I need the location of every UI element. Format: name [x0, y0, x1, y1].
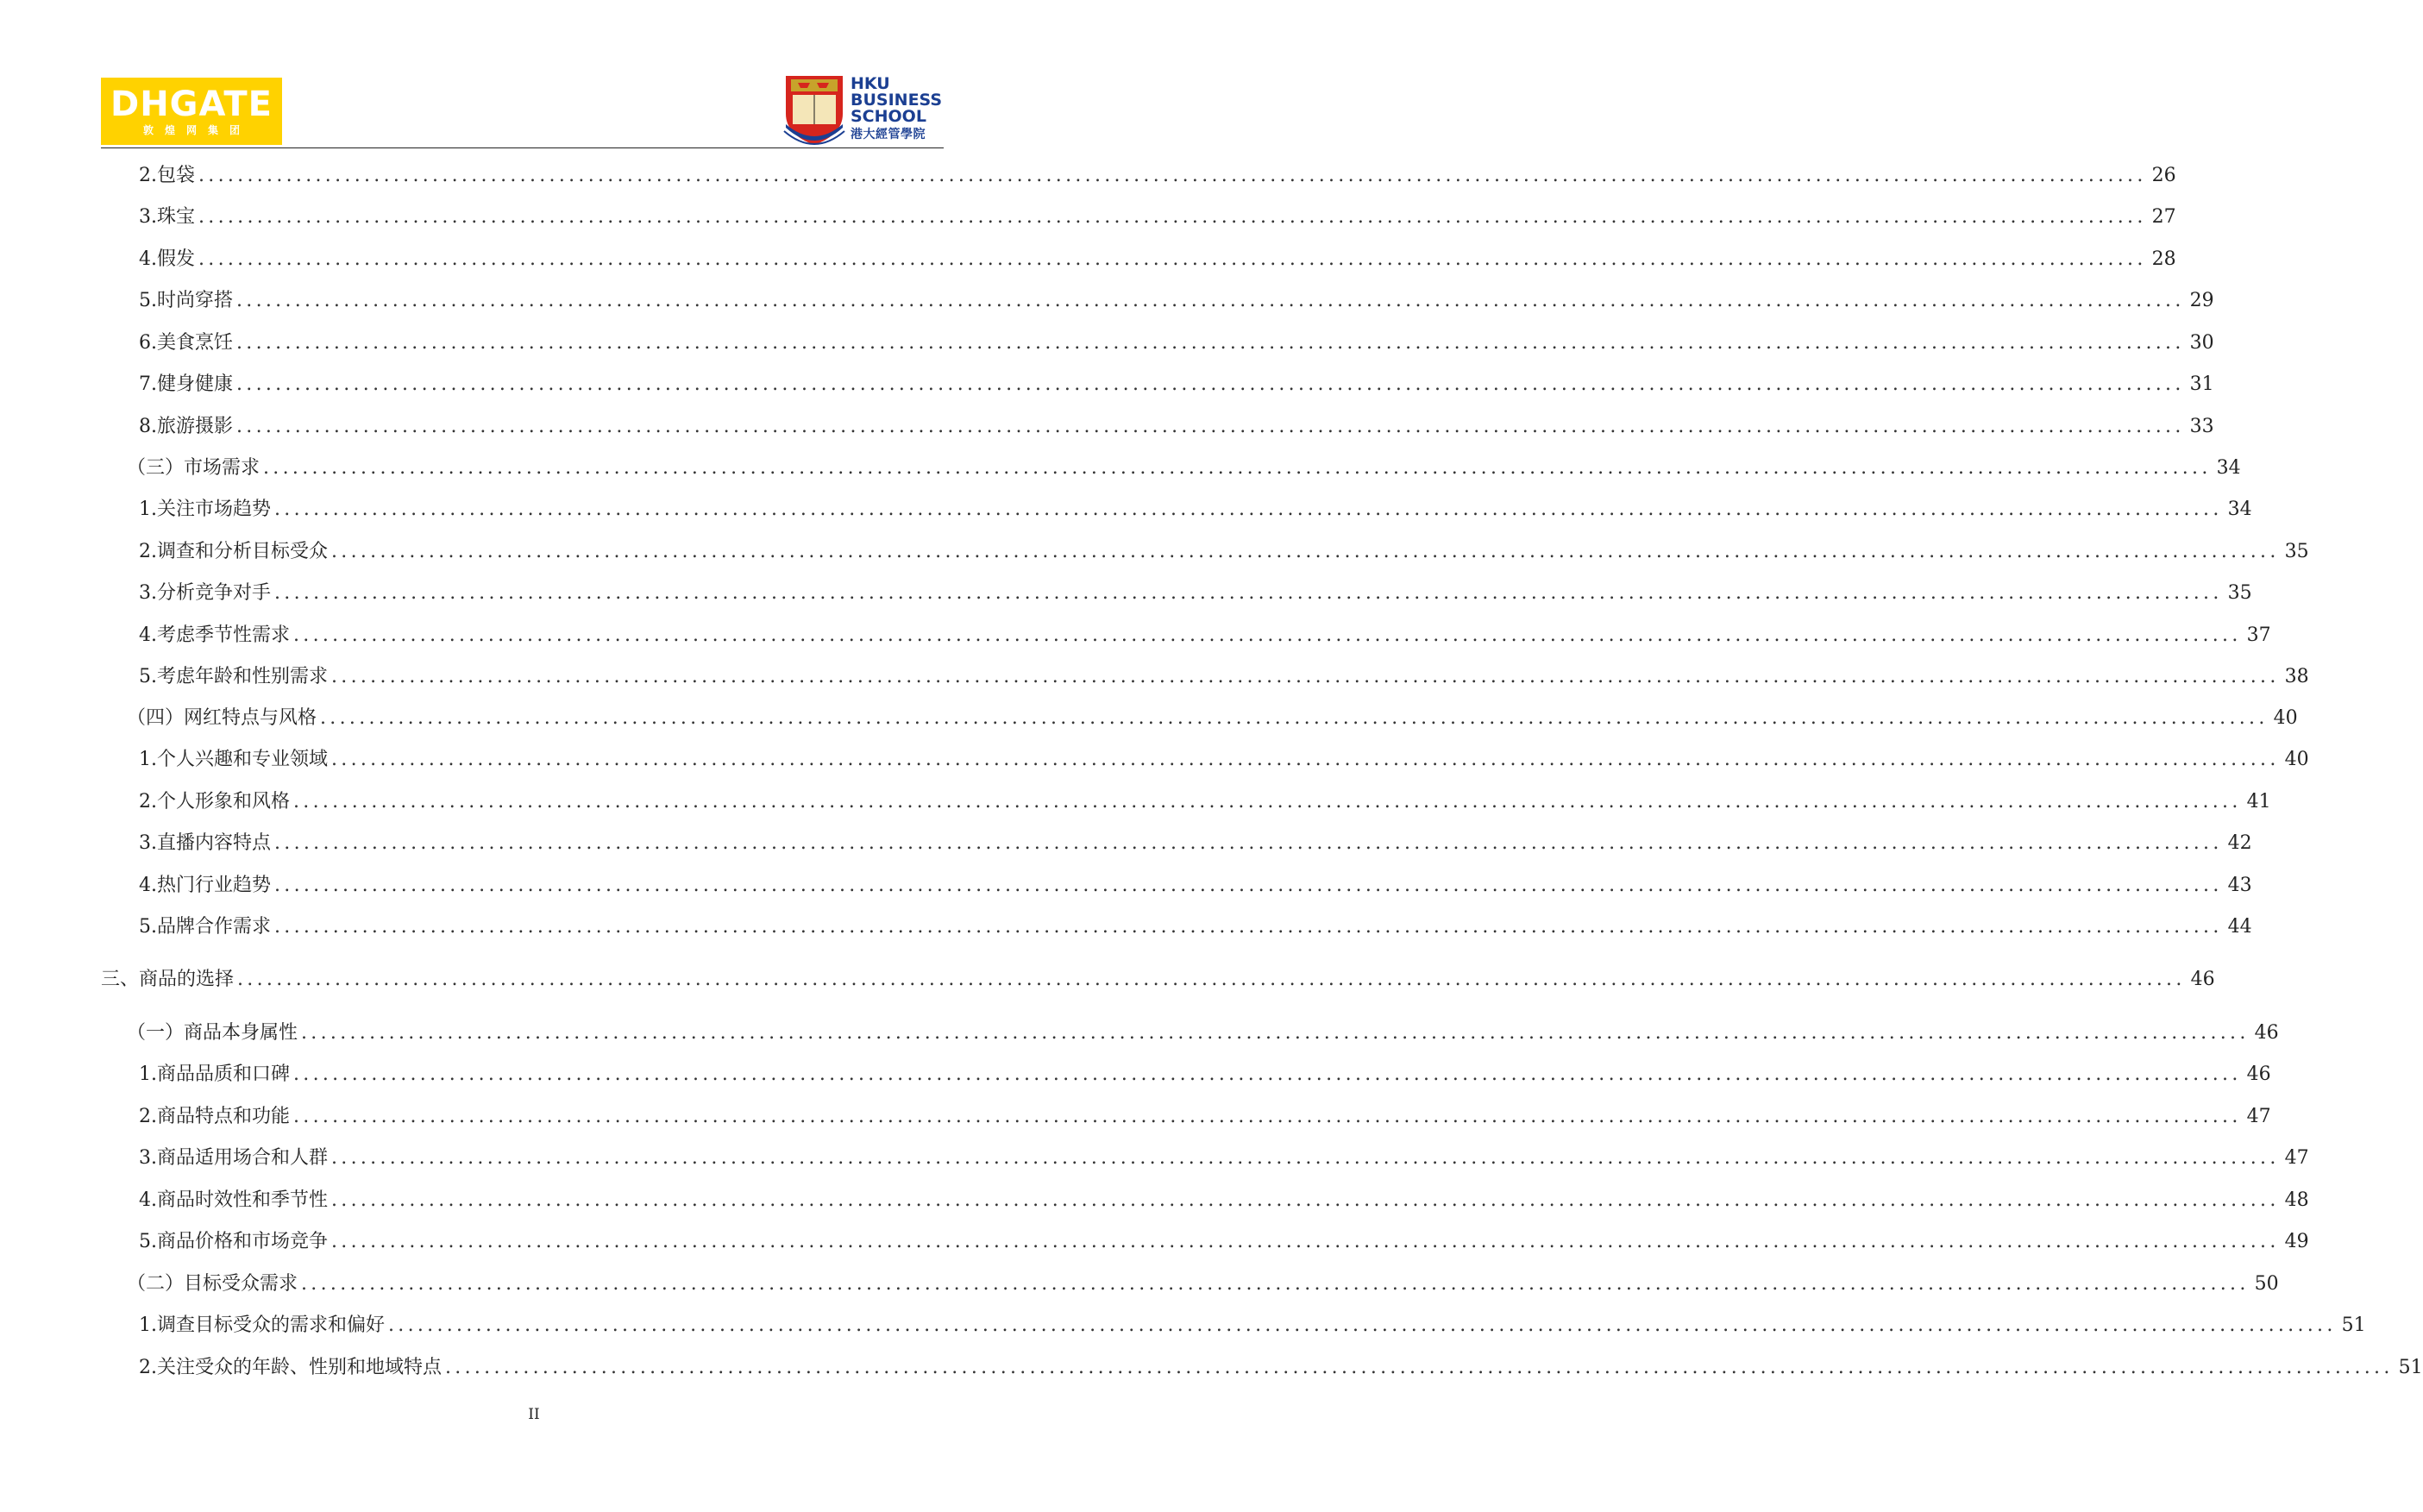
toc-dot-leader: ........................................................................................................................................................................................................ [274, 832, 2223, 854]
toc-entry[interactable] [139, 244, 2176, 272]
toc-entry[interactable] [139, 1227, 2309, 1254]
toc-entry-page: 30 [2189, 332, 2214, 354]
toc-entry-title: 4.热门行业趋势 [139, 875, 271, 896]
toc-entry[interactable] [139, 578, 2252, 605]
toc-dot-leader: ........................................................................................................................................................................................................ [274, 875, 2223, 896]
toc-entry-page: 47 [2284, 1147, 2309, 1169]
toc-entry-title: 3.珠宝 [139, 206, 195, 228]
toc-entry-page: 31 [2189, 373, 2214, 395]
toc-entry-title: 1.关注市场趋势 [139, 499, 271, 520]
toc-entry[interactable] [127, 453, 2241, 480]
toc-entry-title: 1.调查目标受众的需求和偏好 [139, 1314, 385, 1336]
toc-entry[interactable] [139, 411, 2214, 439]
toc-entry[interactable] [139, 828, 2252, 856]
toc-entry-page: 43 [2227, 875, 2252, 896]
toc-dot-leader: ........................................................................................................................................................................................................ [274, 499, 2223, 520]
toc-dot-leader: ........................................................................................................................................................................................................ [331, 749, 2280, 770]
page-number: II [528, 1406, 540, 1423]
toc-entry[interactable] [139, 285, 2214, 313]
toc-entry[interactable] [139, 1352, 2423, 1380]
hku-logo-line2: BUSINESS [851, 91, 943, 110]
toc-dot-leader: ........................................................................................................................................................................................................ [331, 666, 2280, 687]
toc-entry-page: 38 [2284, 666, 2309, 687]
toc-entry[interactable] [139, 202, 2176, 229]
toc-entry[interactable] [139, 912, 2252, 939]
toc-dot-leader: ........................................................................................................................................................................................................ [331, 1231, 2280, 1252]
toc-dot-leader: ........................................................................................................................................................................................................ [320, 707, 2269, 729]
toc-dot-leader: ........................................................................................................................................................................................................ [263, 457, 2212, 479]
toc-dot-leader: ........................................................................................................................................................................................................ [198, 206, 2147, 228]
toc-entry-title: 5.时尚穿搭 [139, 290, 233, 311]
toc-entry-title: 1.个人兴趣和专业领域 [139, 749, 328, 770]
toc-entry-page: 33 [2189, 416, 2214, 437]
toc-entry-title: 8.旅游摄影 [139, 416, 233, 437]
toc-entry-page: 48 [2284, 1189, 2309, 1211]
toc-dot-leader: ........................................................................................................................................................................................................ [293, 1063, 2242, 1085]
toc-entry-page: 34 [2216, 457, 2241, 479]
toc-dot-leader: ........................................................................................................................................................................................................ [301, 1022, 2250, 1044]
toc-entry-page: 35 [2227, 582, 2252, 604]
toc-entry-title: 3.直播内容特点 [139, 832, 271, 854]
toc-entry-page: 50 [2254, 1273, 2279, 1295]
toc-entry-page: 27 [2151, 206, 2176, 228]
toc-entry[interactable] [139, 870, 2252, 898]
toc-entry-page: 49 [2284, 1231, 2309, 1252]
toc-dot-leader: ........................................................................................................................................................................................................ [274, 582, 2223, 604]
hku-logo-line4: 港大經管學院 [851, 128, 926, 141]
toc-entry-title: 3.商品适用场合和人群 [139, 1147, 328, 1169]
toc-dot-leader: ........................................................................................................................................................................................................ [198, 165, 2147, 186]
toc-entry-title: 4.假发 [139, 248, 195, 270]
toc-dot-leader: ........................................................................................................................................................................................................ [331, 1189, 2280, 1211]
toc-entry[interactable] [139, 1143, 2309, 1170]
toc-entry-page: 44 [2227, 916, 2252, 938]
toc-entry-title: 3.分析竞争对手 [139, 582, 271, 604]
toc-entry-page: 35 [2284, 541, 2309, 562]
toc-entry-title: 三、商品的选择 [101, 969, 235, 990]
toc-entry-page: 40 [2273, 707, 2298, 729]
toc-dot-leader: ........................................................................................................................................................................................................ [301, 1273, 2250, 1295]
toc-entry-title: 4.商品时效性和季节性 [139, 1189, 328, 1211]
toc-entry[interactable] [127, 1018, 2279, 1045]
toc-entry-page: 29 [2189, 290, 2214, 311]
toc-entry-title: 5.考虑年龄和性别需求 [139, 666, 328, 687]
toc-entry[interactable] [127, 1269, 2279, 1296]
toc-entry-title: 2.商品特点和功能 [139, 1106, 290, 1127]
toc-dot-leader: ........................................................................................................................................................................................................ [388, 1314, 2337, 1336]
hku-business-school-logo [851, 76, 954, 144]
toc-entry-page: 46 [2254, 1022, 2279, 1044]
toc-dot-leader: ........................................................................................................................................................................................................ [198, 248, 2147, 270]
hku-logo-line1: HKU [851, 74, 890, 93]
toc-entry-title: 4.考虑季节性需求 [139, 624, 290, 646]
toc-entry-title: 6.美食烹饪 [139, 332, 233, 354]
toc-entry-page: 51 [2341, 1314, 2366, 1336]
toc-entry-page: 34 [2227, 499, 2252, 520]
toc-entry-title: （一）商品本身属性 [127, 1022, 298, 1044]
toc-entry[interactable] [139, 160, 2176, 188]
toc-dot-leader: ........................................................................................................................................................................................................ [331, 541, 2280, 562]
toc-entry-page: 26 [2151, 165, 2176, 186]
toc-entry-title: 7.健身健康 [139, 373, 233, 395]
toc-entry-page: 46 [2190, 969, 2215, 990]
toc-entry[interactable] [139, 744, 2309, 772]
dhgate-logo [101, 78, 282, 145]
toc-dot-leader: ........................................................................................................................................................................................................ [236, 290, 2185, 311]
dhgate-subtitle: 敦煌网集团 [142, 124, 251, 136]
toc-dot-leader: ........................................................................................................................................................................................................ [236, 332, 2185, 354]
toc-entry-page: 51 [2398, 1357, 2423, 1378]
toc-entry-page: 47 [2246, 1106, 2271, 1127]
toc-entry-title: 2.关注受众的年龄、性别和地域特点 [139, 1357, 442, 1378]
toc-entry-title: 2.包袋 [139, 165, 195, 186]
toc-entry[interactable] [139, 1185, 2309, 1213]
toc-entry-title: 2.个人形象和风格 [139, 791, 290, 812]
toc-entry-title: 5.商品价格和市场竞争 [139, 1231, 328, 1252]
toc-dot-leader: ........................................................................................................................................................................................................ [236, 416, 2185, 437]
toc-entry-title: （三）市场需求 [127, 457, 261, 479]
toc-entry-page: 28 [2151, 248, 2176, 270]
toc-entry-page: 42 [2227, 832, 2252, 854]
toc-dot-leader: ........................................................................................................................................................................................................ [293, 624, 2242, 646]
toc-dot-leader: ........................................................................................................................................................................................................ [237, 969, 2186, 990]
toc-entry-title: （四）网红特点与风格 [127, 707, 317, 729]
toc-entry-page: 37 [2246, 624, 2271, 646]
hku-crest-icon [782, 74, 846, 148]
toc-entry[interactable] [139, 787, 2271, 814]
toc-dot-leader: ........................................................................................................................................................................................................ [445, 1357, 2394, 1378]
toc-entry-title: 5.品牌合作需求 [139, 916, 271, 938]
toc-entry[interactable] [139, 662, 2309, 689]
toc-entry-title: 1.商品品质和口碑 [139, 1063, 290, 1085]
toc-entry-page: 40 [2284, 749, 2309, 770]
hku-logo-line3: SCHOOL [851, 107, 926, 126]
dhgate-wordmark: DHGATE [110, 85, 273, 124]
toc-entry[interactable] [101, 964, 2215, 992]
toc-entry[interactable] [139, 494, 2252, 522]
toc-dot-leader: ........................................................................................................................................................................................................ [331, 1147, 2280, 1169]
toc-dot-leader: ........................................................................................................................................................................................................ [293, 791, 2242, 812]
toc-dot-leader: ........................................................................................................................................................................................................ [236, 373, 2185, 395]
toc-dot-leader: ........................................................................................................................................................................................................ [274, 916, 2223, 938]
toc-entry[interactable] [127, 703, 2298, 731]
toc-entry[interactable] [139, 369, 2214, 397]
toc-entry-title: （二）目标受众需求 [127, 1273, 298, 1295]
toc-entry[interactable] [139, 620, 2271, 648]
toc-entry-page: 46 [2246, 1063, 2271, 1085]
toc-entry[interactable] [139, 1310, 2366, 1338]
header-divider [101, 147, 944, 148]
toc-entry-page: 41 [2246, 791, 2271, 812]
toc-entry[interactable] [139, 1101, 2271, 1129]
toc-entry[interactable] [139, 328, 2214, 355]
toc-entry[interactable] [139, 536, 2309, 564]
toc-entry-title: 2.调查和分析目标受众 [139, 541, 328, 562]
toc-dot-leader: ........................................................................................................................................................................................................ [293, 1106, 2242, 1127]
toc-entry[interactable] [139, 1059, 2271, 1087]
